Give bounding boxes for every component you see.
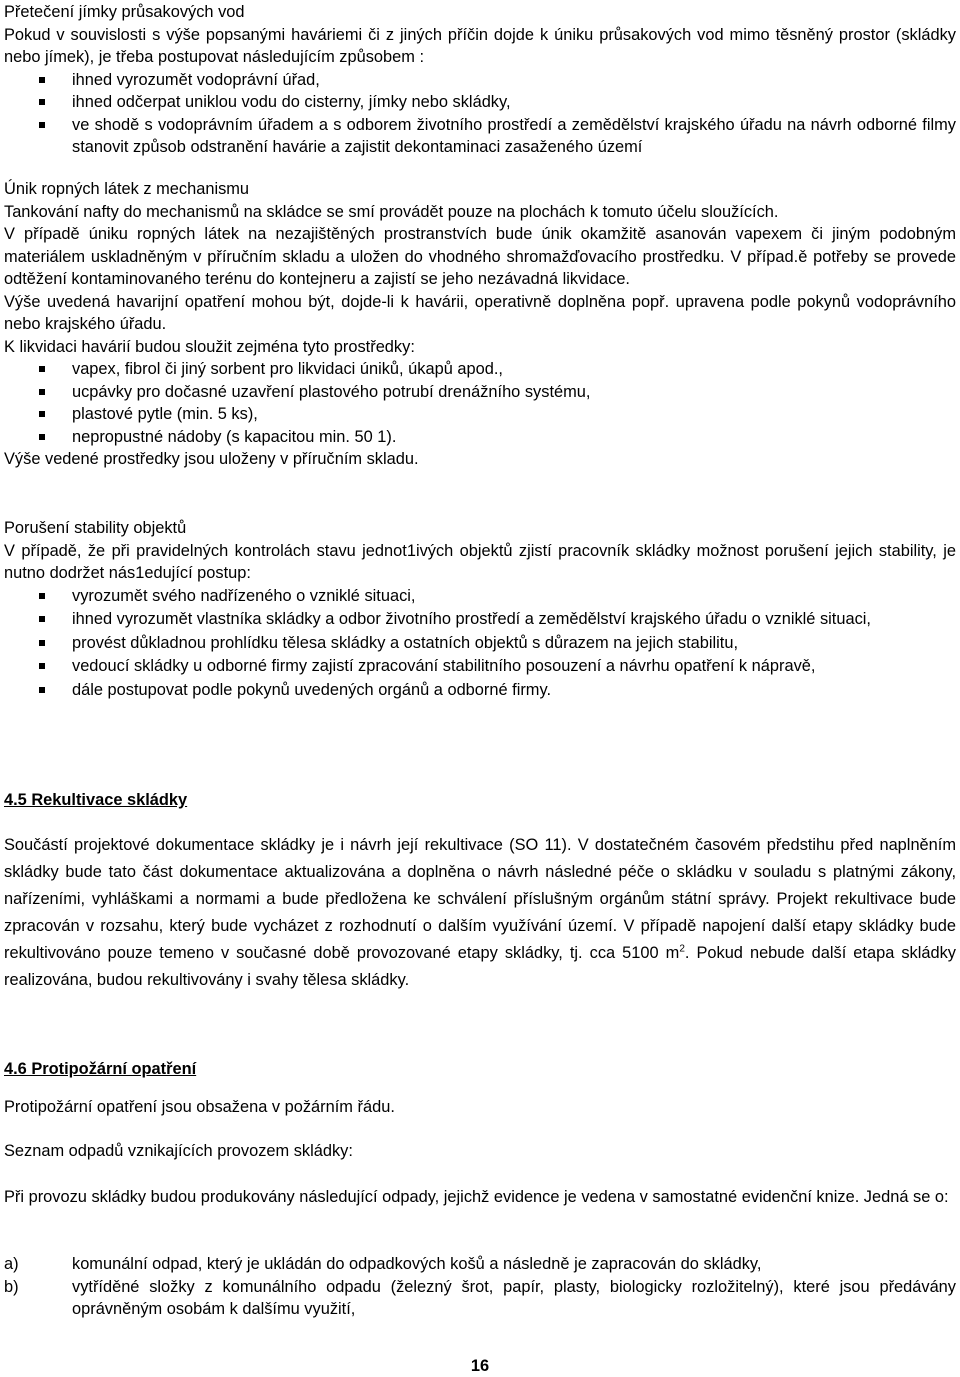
list-item	[4, 426, 956, 449]
list-marker: a)	[4, 1255, 19, 1273]
list-item	[4, 381, 956, 404]
square-bullet-icon	[39, 640, 45, 646]
square-bullet-icon	[39, 687, 45, 693]
square-bullet-icon	[39, 616, 45, 622]
square-bullet-icon	[39, 411, 45, 417]
section-stability	[4, 517, 956, 702]
paragraph: Protipožární opatření jsou obsažena v požárním řádu.	[4, 1098, 395, 1116]
list-item-text: vapex, fibrol či jiný sorbent pro likvidaci úniků, úkapů apod.,	[72, 360, 503, 378]
list-item-text: dále postupovat podle pokynů uvedených orgánů a odborné firmy.	[72, 680, 551, 699]
list-item-text: ihned vyrozumět vodoprávní úřad,	[72, 70, 320, 89]
square-bullet-icon	[39, 593, 45, 599]
list-item	[4, 69, 956, 92]
paragraph	[4, 832, 956, 994]
list-item-text: vedoucí skládky u odborné firmy zajistí zpracování stabilitního posouzení a návrhu opatření k nápravě,	[72, 657, 816, 675]
superscript: 2	[679, 943, 685, 955]
list-item	[4, 358, 956, 381]
list-item	[4, 608, 956, 632]
square-bullet-icon	[39, 663, 45, 669]
section-title: Přetečení jímky průsakových vod	[4, 3, 245, 21]
square-bullet-icon	[39, 122, 45, 128]
square-bullet-icon	[39, 366, 45, 372]
list-item-text: komunální odpad, který je ukládán do odpadkových košů a následně je zapracován do skládky,	[72, 1255, 762, 1273]
paragraph-text: . Pokud nebude další etapa skládky realizována, budou rekultivovány i svahy tělesa skládky.	[4, 944, 956, 989]
paragraph: V případě úniku ropných látek na nezajištěných prostranstvích bude únik okamžitě asanován vapexem či jiným podobným materiálem uskladněným v příručním skladu a uložen do vhodného shromažďovacího prostředku. V případ.ě potřeby se provede odtěžení kontaminovaného terénu do kontejneru a zajistí se jeho nezávadná likvidace.	[4, 225, 956, 288]
paragraph-text: Součástí projektové dokumentace skládky je i návrh její rekultivace (SO 11). V dostatečném časovém předstihu před naplněním skládky bude tato část dokumentace aktualizována a doplněna o návrh následné péče o skládku v souladu s platnými zákony, nařízeními, vyhláškami a normami a bude předložena ke schválení příslušným orgánům státní správy. Projekt rekultivace bude zpracován v rozsahu, který bude vycházet z rozhodnutí o dalším využívání území. V případě napojení další etapy skládky bude rekultivováno pouze temeno v současné době provozované etapy skládky, tj. cca 5100 m	[4, 836, 956, 962]
list-item	[4, 679, 956, 703]
list-item-text: ve shodě s vodoprávním úřadem a s odborem životního prostředí a zemědělství krajského úřadu na návrh odborné filmy stanovit způsob odstranění havárie a zajistit dekontaminaci zasaženého území	[72, 115, 956, 156]
list-item-text: plastové pytle (min. 5 ks),	[72, 405, 258, 423]
section-recultivation	[4, 832, 956, 994]
bullet-list	[4, 358, 956, 448]
square-bullet-icon	[39, 434, 45, 440]
list-item-text: vytříděné složky z komunálního odpadu (železný šrot, papír, plasty, biologicky rozložitelný), které jsou předávány oprávněným osobám k dalšímu využití,	[72, 1277, 956, 1318]
paragraph: K likvidaci havárií budou sloužit zejména tyto prostředky:	[4, 337, 415, 356]
section-heading-4-6: 4.6 Protipožární opatření	[4, 1060, 197, 1078]
list-item-text: nepropustné nádoby (s kapacitou min. 50 1).	[72, 427, 397, 446]
section-heading-4-5: 4.5 Rekultivace skládky	[4, 791, 188, 809]
list-item-text: ihned vyrozumět vlastníka skládky a odbor životního prostředí a zemědělství krajského úřadu o vzniklé situaci,	[72, 610, 871, 628]
paragraph: V případě, že při pravidelných kontrolách stavu jednot1ivých objektů zjistí pracovník skládky možnost porušení jejich stability, je nutno dodržet nás1edující postup:	[4, 541, 956, 582]
section-title: Únik ropných látek z mechanismu	[4, 180, 250, 198]
lettered-list	[4, 1253, 956, 1321]
paragraph: Tankování nafty do mechanismů na skládce se smí provádět pouze na plochách k tomuto účelu sloužících.	[4, 202, 779, 221]
list-item-text: vyrozumět svého nadřízeného o vzniklé situaci,	[72, 586, 416, 605]
square-bullet-icon	[39, 77, 45, 83]
square-bullet-icon	[39, 99, 45, 105]
list-item	[4, 585, 956, 609]
list-item	[4, 403, 956, 426]
square-bullet-icon	[39, 389, 45, 395]
list-marker: b)	[4, 1277, 19, 1296]
list-item-text: ihned odčerpat uniklou vodu do cisterny, jímky nebo skládky,	[72, 93, 511, 111]
section-leak-overflow	[4, 1, 956, 159]
bullet-list	[4, 585, 956, 703]
list-item	[4, 655, 956, 679]
list-item	[4, 1253, 956, 1276]
paragraph: Seznam odpadů vznikajících provozem skládky:	[4, 1142, 353, 1160]
section-title: Porušení stability objektů	[4, 519, 187, 537]
list-item	[4, 91, 956, 114]
list-item-text: provést důkladnou prohlídku tělesa skládky a ostatních objektů s důrazem na jejich stabilitu,	[72, 633, 739, 652]
section-oil-leak	[4, 178, 956, 471]
list-item	[4, 632, 956, 656]
list-item-text: ucpávky pro dočasné uzavření plastového potrubí drenážního systému,	[72, 382, 591, 401]
list-item	[4, 1276, 956, 1321]
paragraph: Výše uvedená havarijní opatření mohou být, dojde-li k havárii, operativně doplněna popř. upravena podle pokynů vodoprávního nebo krajského úřadu.	[4, 292, 956, 333]
list-item	[4, 114, 956, 159]
paragraph: Výše vedené prostředky jsou uloženy v příručním skladu.	[4, 450, 419, 468]
bullet-list	[4, 69, 956, 159]
paragraph: Při provozu skládky budou produkovány následující odpady, jejichž evidence je vedena v samostatné evidenční knize. Jedná se o:	[4, 1188, 949, 1206]
paragraph: Pokud v souvislosti s výše popsanými haváriemi či z jiných příčin dojde k úniku průsakových vod mimo těsněný prostor (skládky nebo jímek), je třeba postupovat následujícím způsobem :	[4, 25, 956, 66]
page-number: 16	[470, 1357, 490, 1375]
